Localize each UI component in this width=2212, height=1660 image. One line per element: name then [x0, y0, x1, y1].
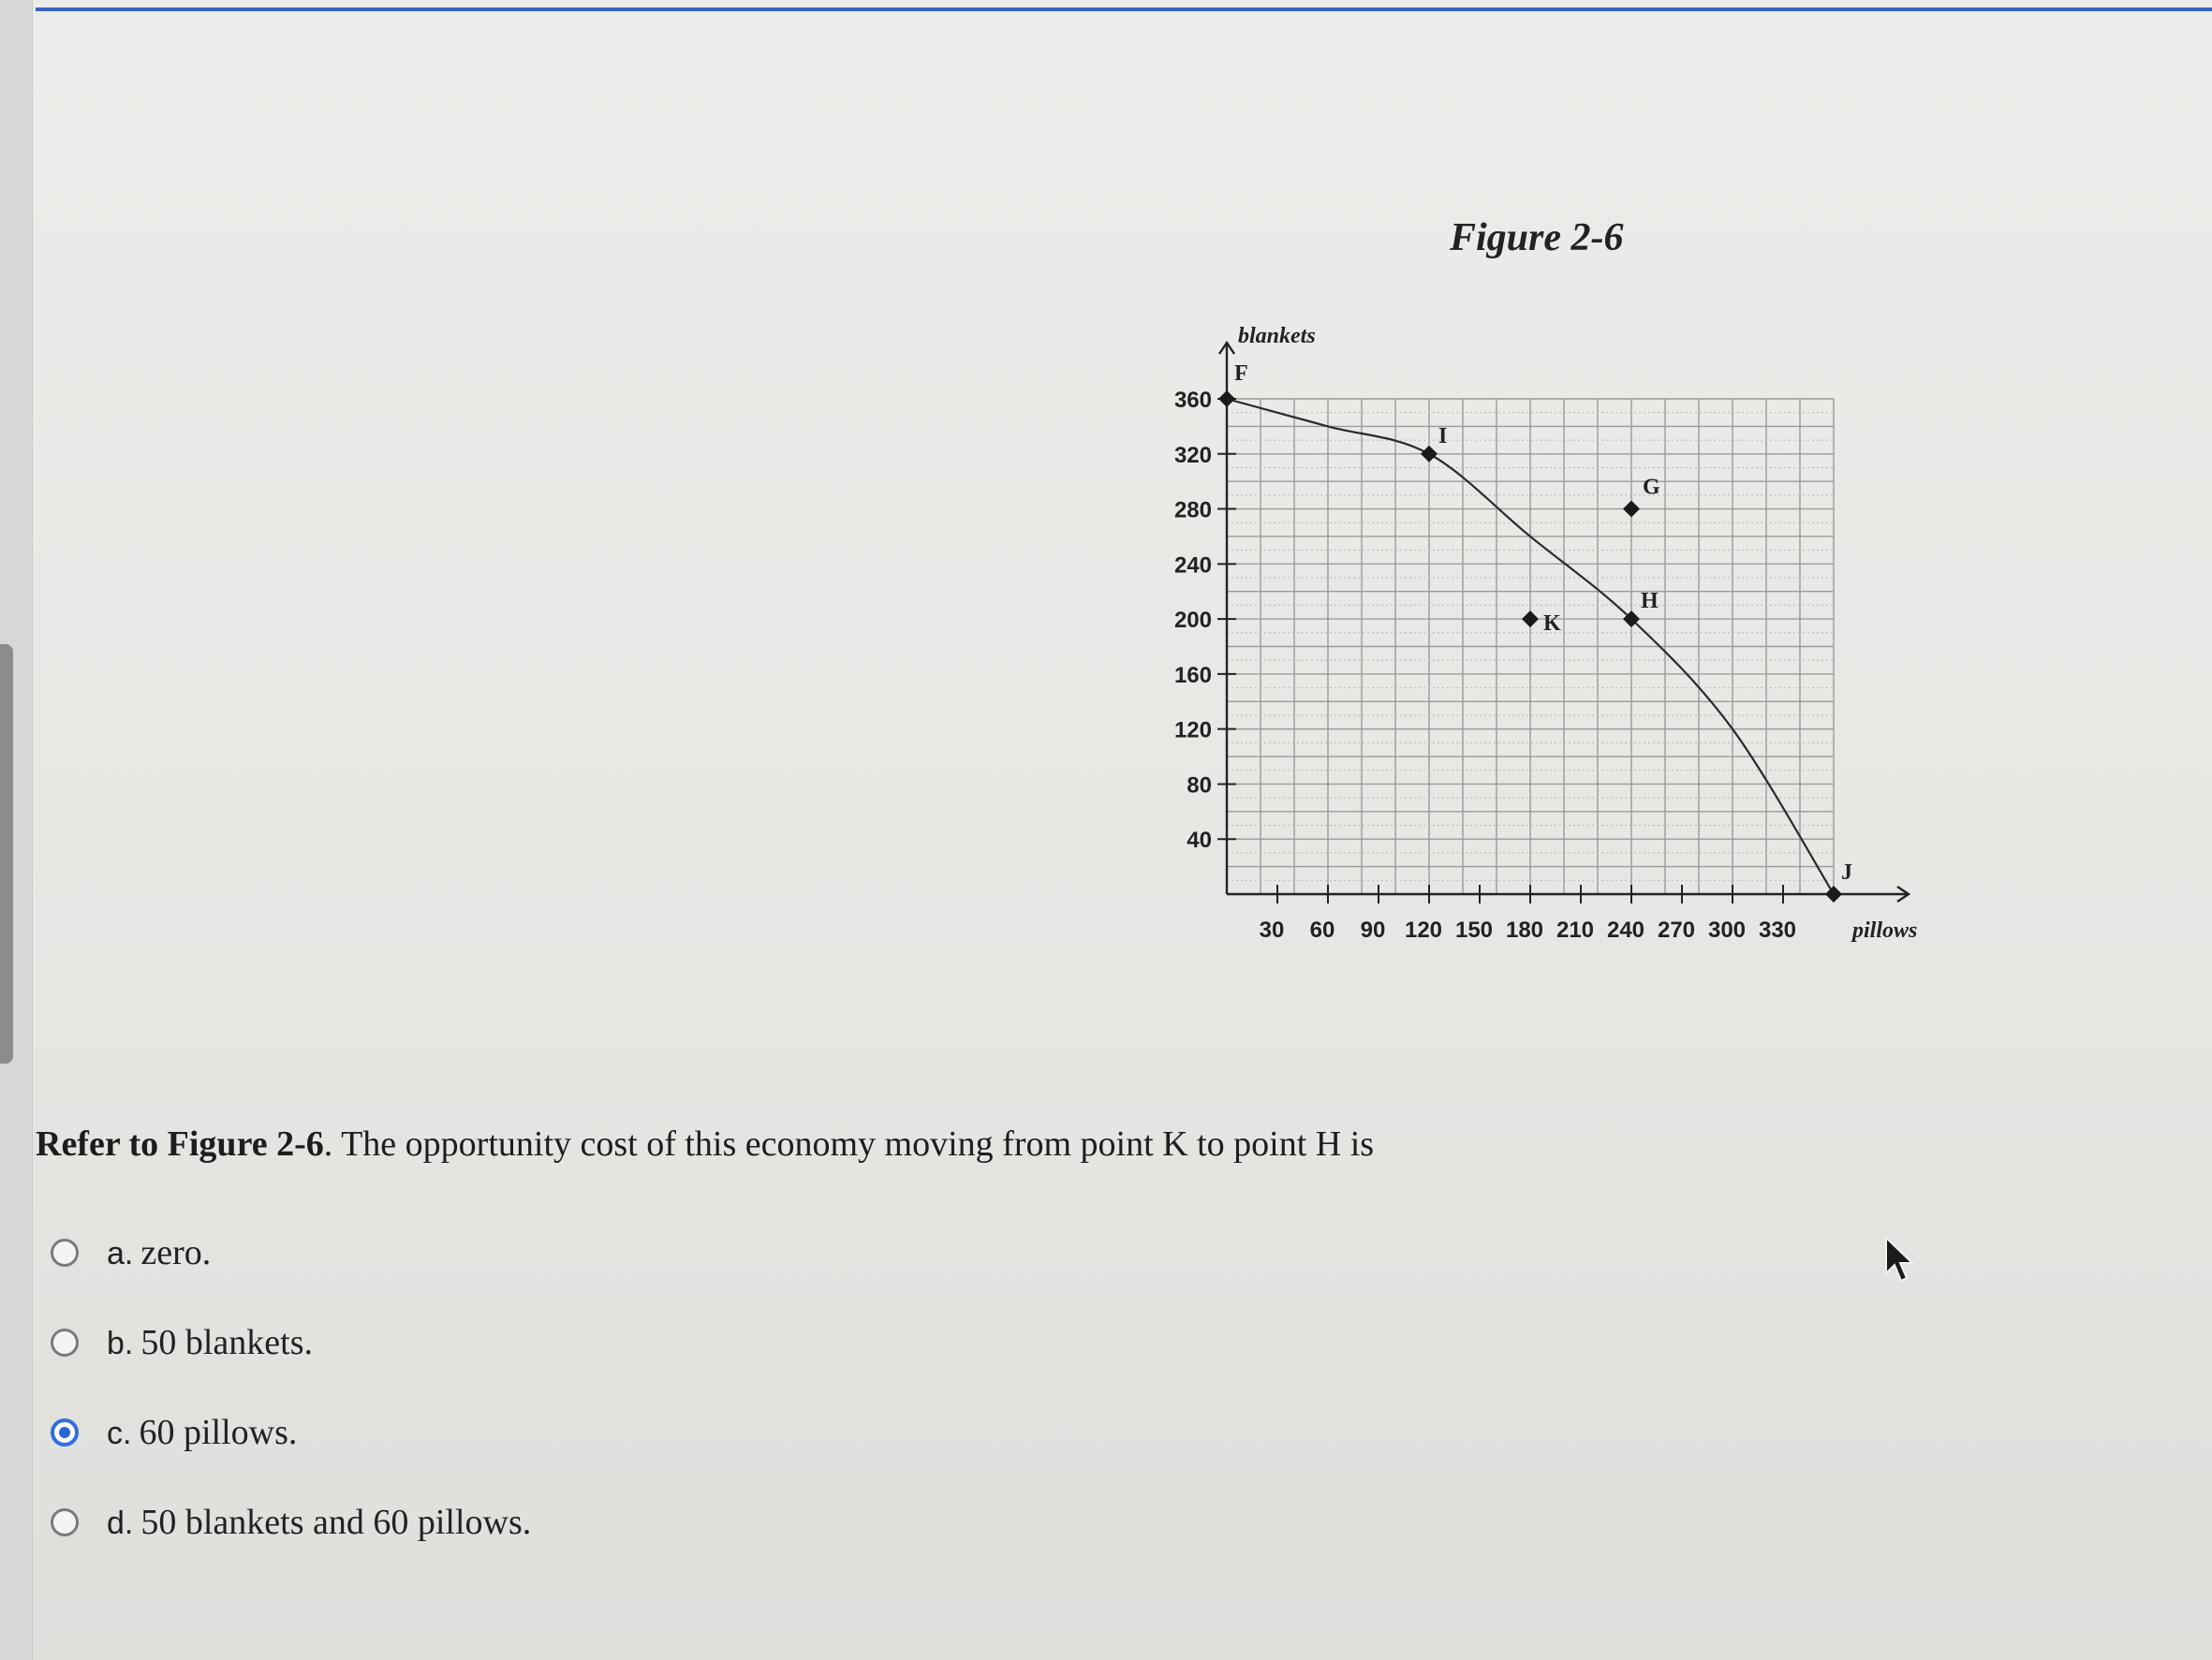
radio-option-a[interactable]: [51, 1239, 79, 1267]
y-tick-label: 320: [1173, 442, 1212, 468]
x-tick-label: 90: [1360, 918, 1386, 943]
y-tick-label: 120: [1173, 717, 1212, 743]
option-b[interactable]: [51, 1298, 531, 1388]
point-marker-g: [1623, 501, 1640, 518]
point-label-h: H: [1641, 589, 1659, 614]
y-tick-label: 160: [1173, 662, 1212, 688]
top-divider: [36, 7, 2212, 11]
option-a[interactable]: [51, 1208, 531, 1298]
point-label-i: I: [1438, 423, 1448, 448]
x-tick-label: 270: [1657, 918, 1696, 943]
option-b-label: [107, 1322, 313, 1363]
ppf-chart: [1143, 324, 1929, 964]
mouse-pointer-icon: [1882, 1236, 1920, 1288]
y-tick-label: 280: [1173, 497, 1212, 523]
question-body: . The opportunity cost of this economy moving from point K to point H is: [323, 1124, 1375, 1164]
x-tick-label: 150: [1454, 918, 1494, 943]
x-tick-label: 240: [1606, 918, 1645, 943]
option-a-label: [107, 1232, 211, 1273]
x-tick-label: 120: [1404, 918, 1443, 943]
chart-points: [1218, 361, 1852, 903]
option-c-text: 60 pillows.: [139, 1413, 298, 1452]
radio-option-c[interactable]: [51, 1418, 79, 1447]
point-label-j: J: [1841, 860, 1852, 885]
option-d-text: 50 blankets and 60 pillows.: [140, 1503, 532, 1542]
point-marker-i: [1421, 446, 1438, 463]
y-axis-label: blankets: [1238, 324, 1316, 348]
option-d-label: [107, 1502, 531, 1543]
scrollbar-thumb[interactable]: [0, 644, 13, 1064]
chart-ticks: [1174, 388, 1796, 943]
option-c-label: [107, 1412, 297, 1453]
option-d-letter: d.: [107, 1506, 134, 1541]
option-c-letter: c.: [107, 1416, 132, 1451]
option-a-letter: a.: [107, 1236, 134, 1271]
option-b-text: 50 blankets.: [140, 1323, 313, 1362]
option-b-letter: b.: [107, 1326, 134, 1361]
point-label-k: K: [1543, 611, 1561, 637]
x-tick-label: 60: [1309, 918, 1335, 943]
radio-option-d[interactable]: [51, 1508, 79, 1536]
point-marker-f: [1218, 390, 1235, 407]
y-tick-label: 240: [1173, 552, 1212, 579]
question-figure-ref: Refer to Figure 2-6: [36, 1124, 324, 1164]
x-tick-label: 30: [1259, 918, 1285, 943]
y-tick-label: 200: [1173, 608, 1212, 634]
option-c[interactable]: [51, 1388, 531, 1477]
option-a-text: zero.: [140, 1233, 212, 1272]
y-tick-label: 360: [1173, 388, 1212, 413]
y-tick-label: 40: [1187, 828, 1212, 854]
point-label-g: G: [1643, 475, 1660, 500]
x-tick-label: 210: [1556, 918, 1595, 943]
x-axis-label: pillows: [1852, 918, 1918, 943]
option-d[interactable]: [51, 1477, 531, 1567]
point-marker-j: [1825, 886, 1842, 903]
figure-title: Figure 2-6: [1450, 216, 1624, 259]
chart-grid: [1227, 399, 1834, 894]
x-tick-label: 180: [1505, 918, 1544, 943]
radio-option-b[interactable]: [51, 1329, 79, 1357]
y-tick-label: 80: [1187, 772, 1212, 799]
x-tick-label: 300: [1707, 918, 1747, 943]
point-label-f: F: [1234, 361, 1248, 386]
point-marker-k: [1522, 610, 1539, 627]
x-tick-label: 330: [1758, 918, 1797, 943]
question-text: [36, 1124, 1374, 1165]
answer-options: [51, 1208, 531, 1567]
